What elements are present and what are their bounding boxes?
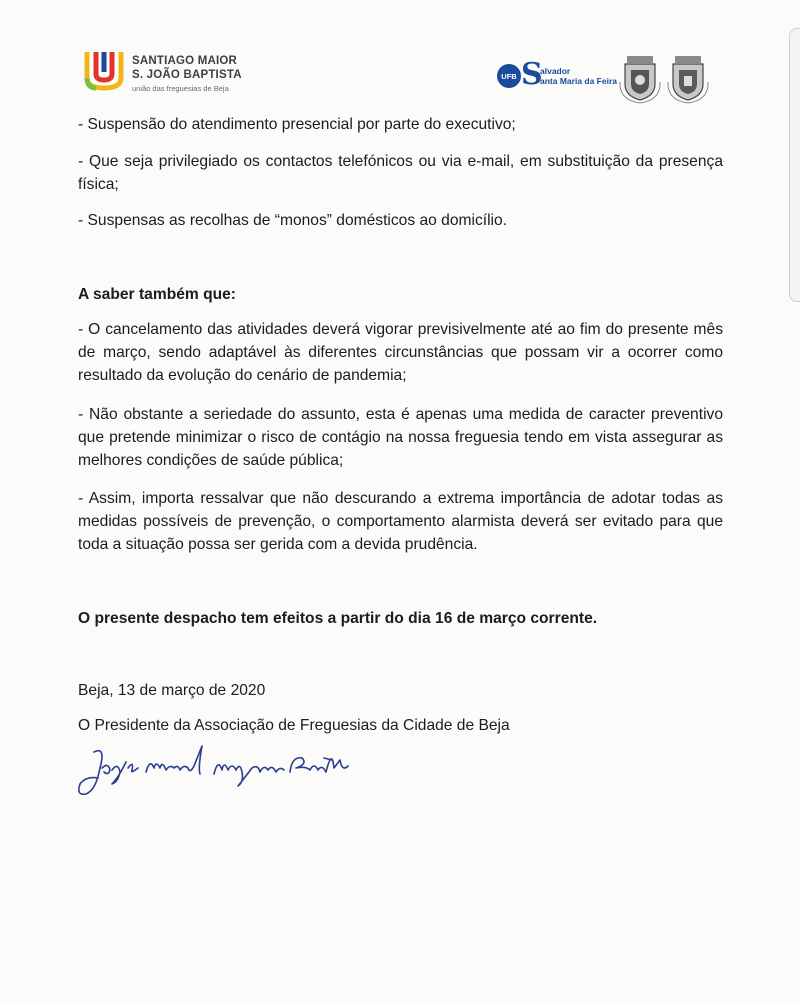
logo-title-line2: S. JOÃO BAPTISTA (132, 69, 242, 81)
item-preventive: - Não obstante a seriedade do assunto, esta é apenas uma medida de caracter preventivo que pretende minimizar o risco de contágio na nossa freguesia tendo em vista assegurar as melhores condições de saúde pública; (78, 406, 723, 469)
logo-subtitle: união das freguesias de Beja (132, 84, 229, 93)
ufb-line1: alvador (540, 66, 571, 76)
page-edge (789, 28, 800, 302)
ufb-badge: UFB (497, 64, 521, 88)
signatory-title: O Presidente da Associação de Freguesias da Cidade de Beja (78, 717, 510, 734)
crest-icon (619, 56, 661, 104)
uf-santiago-logo-icon (82, 48, 126, 92)
crest-icon (667, 56, 709, 104)
item-suspension-service: - Suspensão do atendimento presencial por parte do executivo; (78, 116, 516, 133)
logo-title-line1: SANTIAGO MAIOR (132, 55, 238, 67)
document-date: Beja, 13 de março de 2020 (78, 682, 266, 699)
item-contacts: - Que seja privilegiado os contactos telefónicos ou via e-mail, em substituição da presença física; (78, 153, 723, 193)
item-caution: - Assim, importa ressalvar que não descurando a extrema importância de adotar todas as medidas possíveis de prevenção, o comportamento alarmista deverá ser evitado para que toda a situação possa ser gerida com a devida prudência. (78, 490, 723, 553)
ufb-initial: S (521, 57, 543, 92)
handwritten-signature (72, 738, 372, 802)
uf-salvador-logo (497, 58, 717, 108)
section-heading: A saber também que: (78, 286, 237, 303)
item-monos: - Suspensas as recolhas de “monos” domésticos ao domicílio. (78, 212, 508, 229)
effect-statement: O presente despacho tem efeitos a partir do dia 16 de março corrente. (78, 610, 598, 627)
ufb-line2: anta Maria da Feira (540, 76, 618, 86)
uf-santiago-logo (82, 48, 262, 98)
item-cancellation: - O cancelamento das atividades deverá vigorar previsivelmente até ao fim do presente mês de março, sendo adaptável às diferentes circunstâncias que possam vir a ocorrer como resultado da evolução do cenário de pandemia; (78, 321, 723, 384)
